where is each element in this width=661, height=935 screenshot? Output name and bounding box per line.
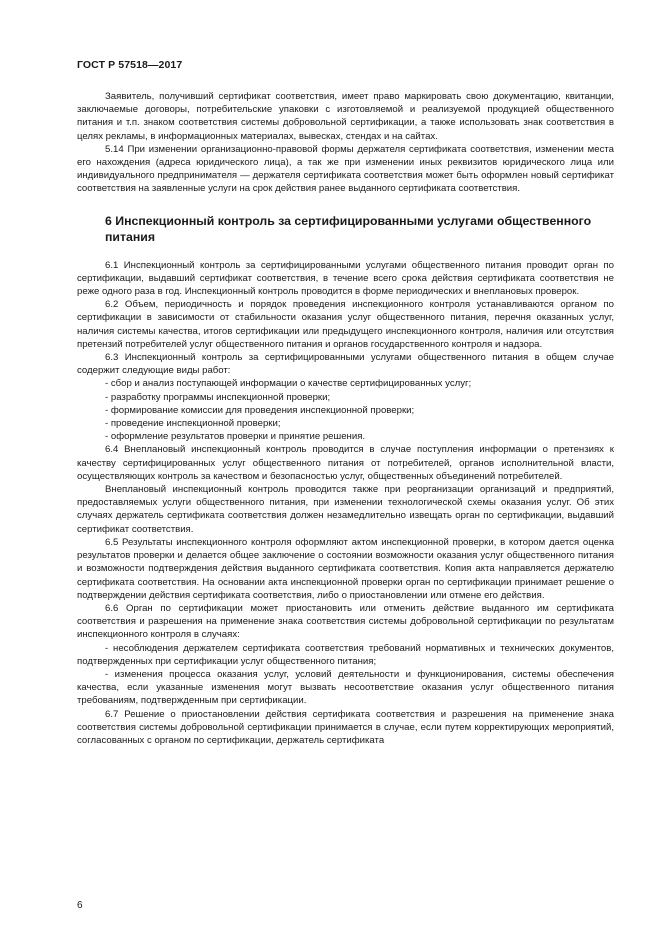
paragraph-applicant: Заявитель, получивший сертификат соответствия, имеет право маркировать свою документацию, квитанции, заключаемые договоры, потребительские упаковки с изготовляемой и реализуемой продукцией общественного питания и т.п. знаком соответствия системы добровольной сертификации, а также использовать знак соответствия в целях рекламы, в информационных материалах, вывесках, стендах и на сайтах. — [77, 91, 614, 142]
document-header: ГОСТ Р 57518—2017 — [77, 59, 183, 71]
paragraph-6-4: 6.4 Внеплановый инспекционный контроль проводится в случае поступления информации о претензиях к качеству сертифицированных услуг общественного питания от потребителей, органов исполнительной власти, осуществляющих контроль за качеством и безопасностью услуг, общественных объединений потребителей. — [77, 444, 614, 482]
list-item: - изменения процесса оказания услуг, условий деятельности и функционирования, системы обеспечения качества, если указанные изменения могут вызвать несоответствие оказания услуг общественного питания требованиям, подтвержденным при сертификации. — [77, 668, 614, 707]
paragraph-6-1: 6.1 Инспекционный контроль за сертифицированными услугами общественного питания проводит орган по сертификации, выдавший сертификат соответствия, в течение всего срока действия сертификата соответствия не реже одного раза в год. Инспекционный контроль проводится в форме периодических и внеплановых проверок. — [77, 259, 614, 298]
list-item: - формирование комиссии для проведения инспекционной проверки; — [105, 404, 415, 416]
paragraph-6-5: 6.5 Результаты инспекционного контроля оформляют актом инспекционной проверки, в котором дается оценка результатов проверки и делается общее заключение о состоянии возможности оказания услуг общественного питания и возможности подтверждения действия выданного сертификата соответствия. Копия акта направляется держателю сертификата соответствия. На основании акта инспекционной проверки орган по сертификации принимает решение о подтверждении действия сертификата соответствия, либо о приостановлении или отмене его действия. — [77, 536, 614, 601]
list-item: - сбор и анализ поступающей информации о качестве сертифицированных услуг; — [105, 378, 472, 390]
paragraph-6-7: 6.7 Решение о приостановлении действия сертификата соответствия и разрешения на применение знака соответствия системы добровольной сертификации принимается в случае, если путем корректирующих мероприятий, согласованных с органом по сертификации, держатель сертификата — [77, 708, 614, 746]
list-item: - несоблюдения держателем сертификата соответствия требований нормативных и технических документов, подтвержденных при сертификации услуг общественного питания; — [77, 642, 614, 667]
list-item: - оформление результатов проверки и принятие решения. — [105, 431, 366, 443]
list-item: - проведение инспекционной проверки; — [105, 418, 281, 430]
document-body — [77, 90, 614, 747]
paragraph-6-3: 6.3 Инспекционный контроль за сертифицированными услугами общественного питания в общем случае содержит следующие виды работ: — [77, 352, 614, 377]
paragraph-6-2: 6.2 Объем, периодичность и порядок проведения инспекционного контроля устанавливаются органом по сертификации в зависимости от стабильности оказания услуг общественного питания, перечня оказанных услуг, наличия системы качества, итогов сертификации или предыдущего инспекционного контроля, наличия или отсутствия претензий потребителей услуг общественного питания и органов государственного контроля и надзора. — [77, 299, 614, 350]
paragraph-unplanned: Внеплановый инспекционный контроль проводится также при реорганизации организаций и предприятий, предоставляемых услуги общественного питания, при изменении технологической схемы оказания услуг. Об этих случаях держатель сертификата соответствия должен незамедлительно извещать орган по сертификации, выдавший сертификат соответствия. — [77, 484, 614, 535]
paragraph-6-6: 6.6 Орган по сертификации может приостановить или отменить действие выданного им сертификата соответствия и разрешения на применение знака соответствия системы добровольной сертификации по результатам инспекционного контроля в случаях: — [77, 602, 614, 641]
page-number: 6 — [77, 900, 83, 911]
paragraph-5-14: 5.14 При изменении организационно-правовой формы держателя сертификата соответствия, изменении места его нахождения (адреса юридического лица), а так же при изменении иных реквизитов юридического лица или индивидуального предпринимателя — держателя сертификата соответствия может быть оформлен новый сертификат соответствия на заявленные услуги на срок действия ранее выданного сертификата соответствия. — [77, 143, 614, 195]
list-item: - разработку программы инспекционной проверки; — [105, 391, 331, 403]
section-title: 6 Инспекционный контроль за сертифицированными услугами общественного питания — [105, 213, 592, 244]
